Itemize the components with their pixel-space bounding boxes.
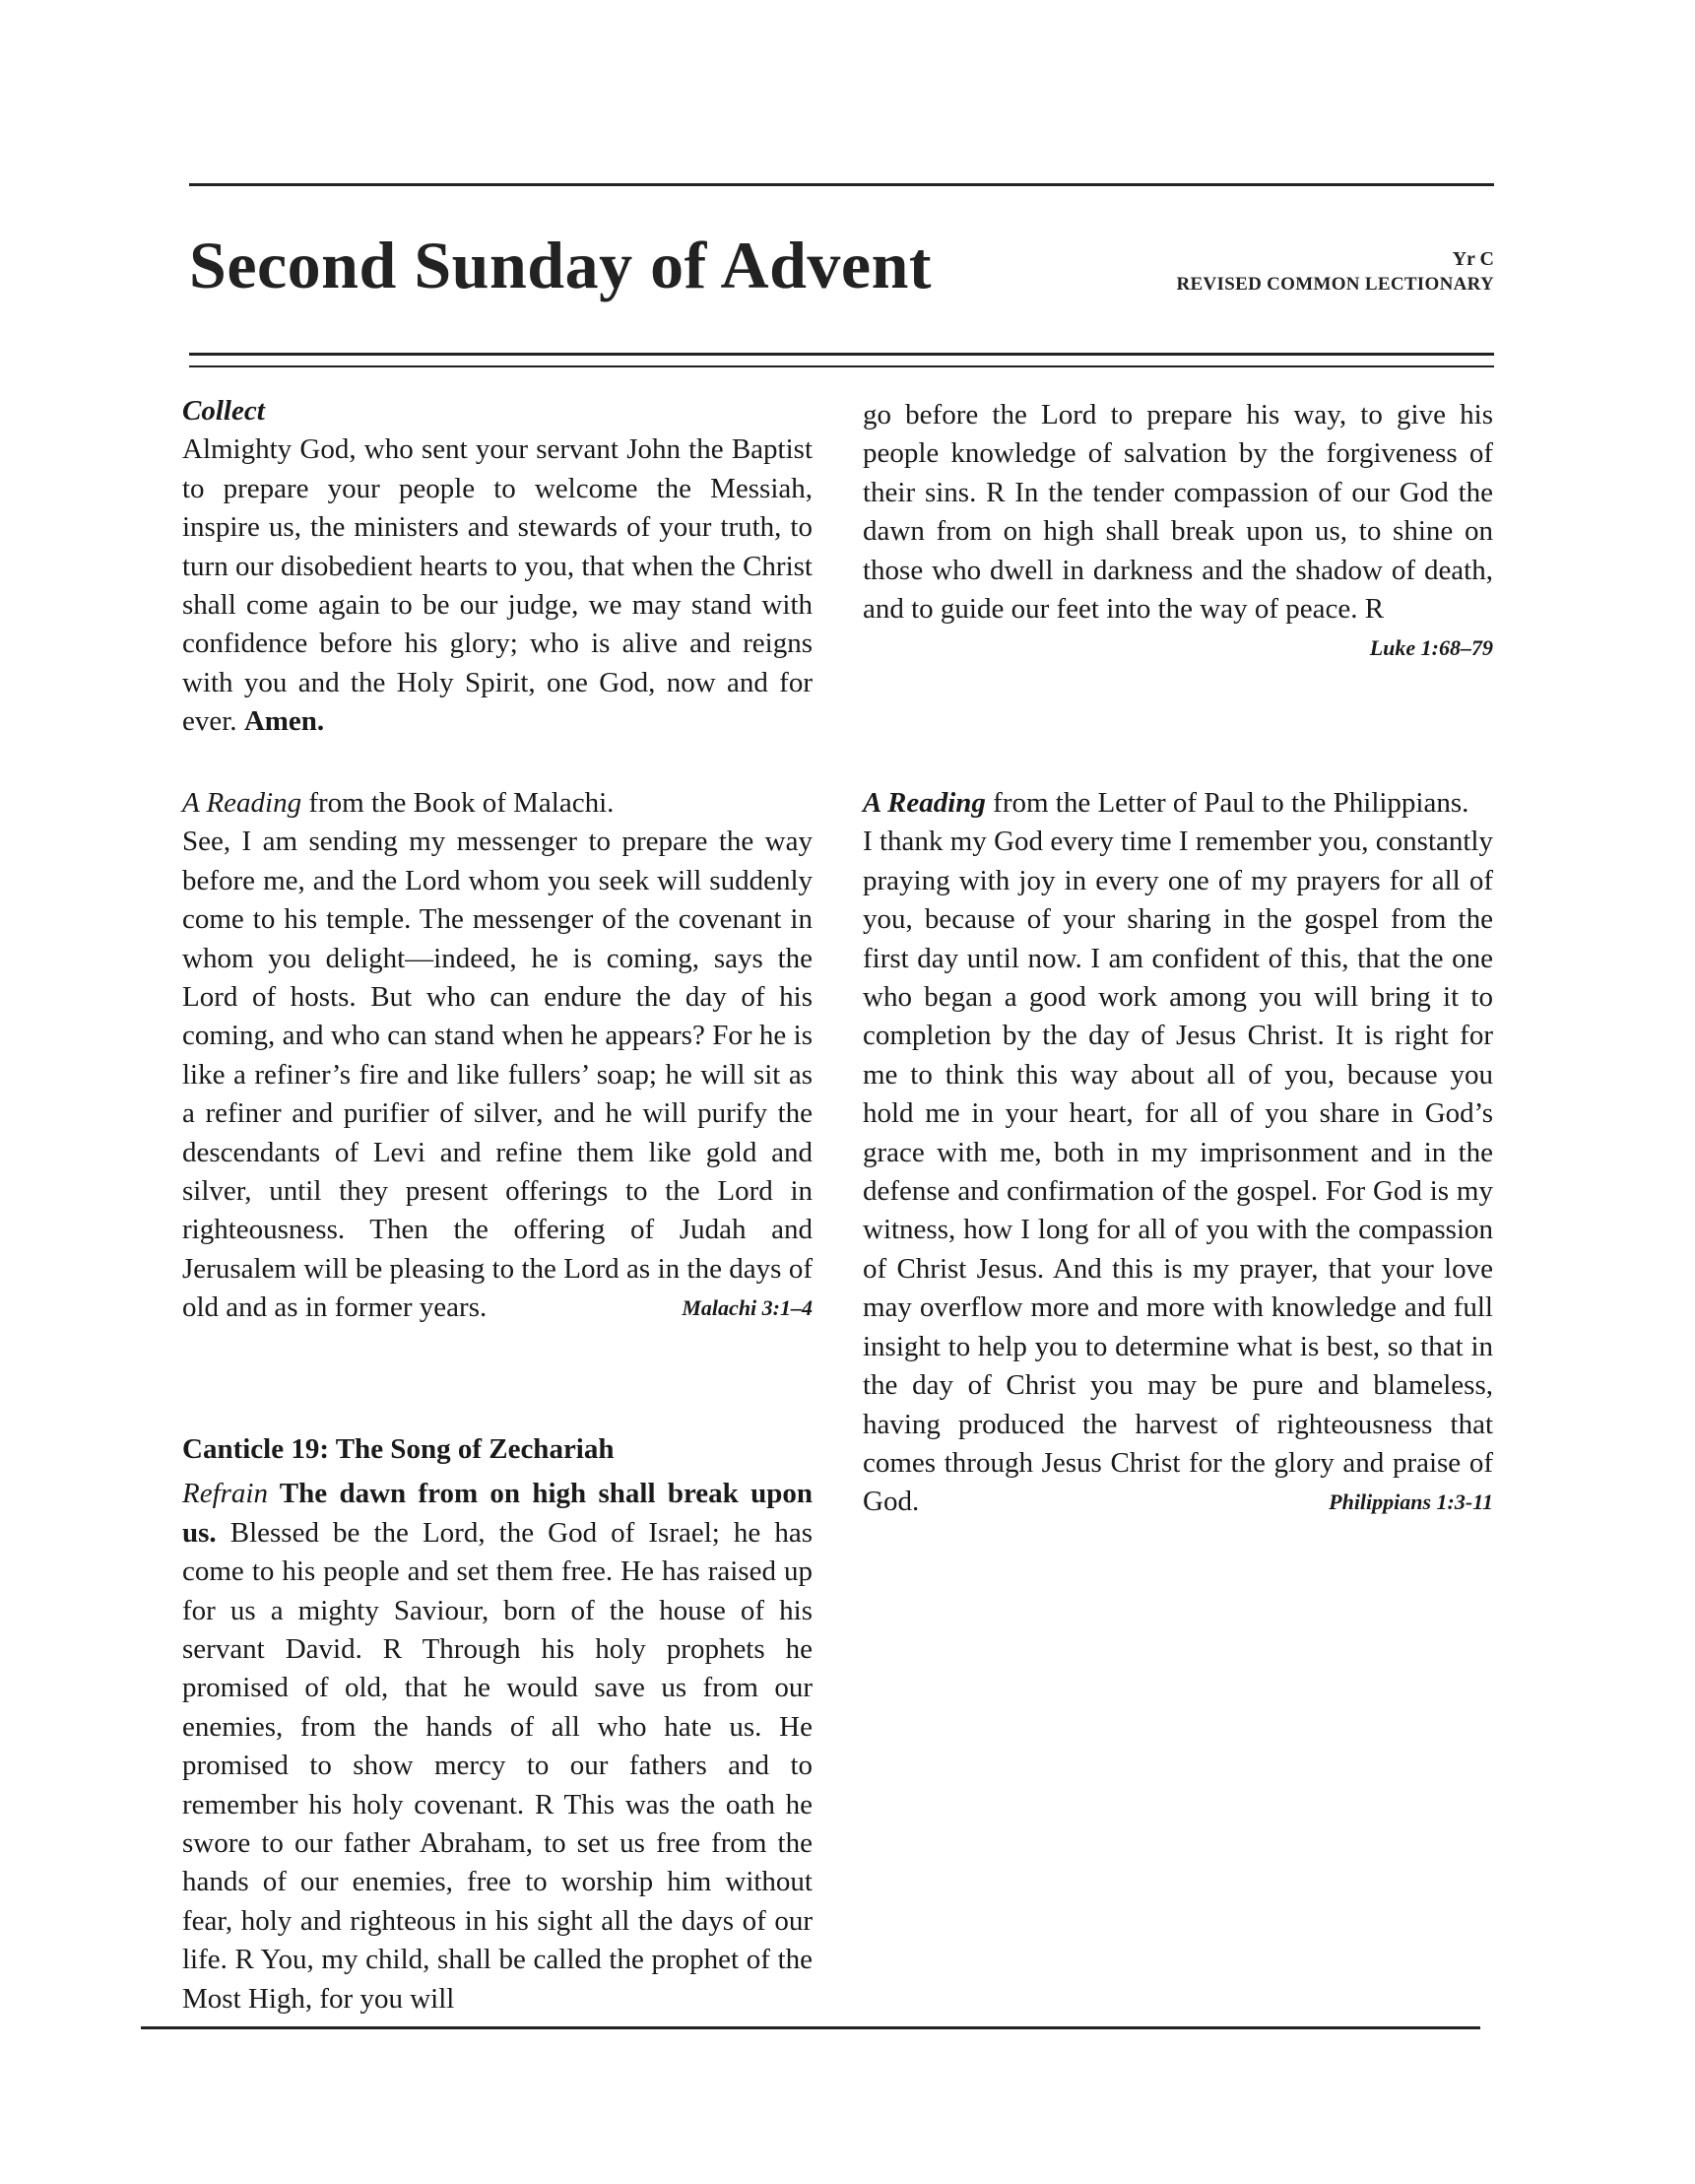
canticle-refrain-label: Refrain xyxy=(182,1478,268,1510)
reading-malachi-heading xyxy=(182,784,813,823)
reading-philippians-source: from the Letter of Paul to the Philippians. xyxy=(985,787,1469,819)
canticle-body-right: go before the Lord to prepare his way, to give his people knowledge of salvation by the forgiveness of their sins. R In the tender compassion of our God the dawn from on high shall break upon us, to shine on those who dwell in darkness and the shadow of death, and to guide our feet into the way of peace. R xyxy=(863,399,1493,626)
reading-malachi-text xyxy=(182,823,813,1327)
reading-malachi-label: A Reading xyxy=(182,787,302,819)
reading-malachi-citation: Malachi 3:1–4 xyxy=(682,1295,813,1321)
reading-philippians-citation: Philippians 1:3-11 xyxy=(1329,1489,1493,1515)
year-label: Yr C xyxy=(1452,248,1494,270)
collect-body: Almighty God, who sent your servant John the Baptist to prepare your people to welcome the Messiah, inspire us, the ministers and stewards of your truth, to turn our disobedient hearts to you, that when the Christ shall come again to be our judge, we may stand with confidence before his glory; who is alive and reigns with you and the Holy Spirit, one God, now and for ever. xyxy=(182,433,813,738)
collect-text xyxy=(182,430,813,741)
canticle-text-right xyxy=(863,396,1493,661)
canticle-section xyxy=(182,1430,813,2019)
lectionary-label: REVISED COMMON LECTIONARY xyxy=(1176,274,1494,295)
reading-philippians xyxy=(863,784,1493,1522)
collect-label: Collect xyxy=(182,395,265,427)
page-title: Second Sunday of Advent xyxy=(189,228,933,302)
reading-philippians-heading xyxy=(863,784,1493,823)
page-header xyxy=(189,227,1494,315)
canticle-heading: Canticle 19: The Song of Zechariah xyxy=(182,1433,615,1465)
canticle-continuation xyxy=(863,396,1493,668)
reading-malachi xyxy=(182,784,813,1328)
header-double-rule xyxy=(189,353,1494,367)
bottom-rule xyxy=(141,2026,1480,2029)
collect-section xyxy=(182,392,813,742)
canticle-refrain-text: The dawn from on high shall break upon us. xyxy=(182,1478,813,1549)
reading-philippians-text xyxy=(863,823,1493,1521)
reading-malachi-body: See, I am sending my messenger to prepare the way before me, and the Lord whom you seek will suddenly come to his temple. The messenger of the covenant in whom you delight—indeed, he is coming, says the Lord of hosts. But who can endure the day of his coming, and who can stand when he appears? For he is like a refiner’s fire and like fullers’ soap; he will sit as a refiner and purifier of silver, and he will purify the descendants of Levi and refine them like gold and silver, until they present offerings to the Lord in righteousness. Then the offering of Judah and Jerusalem will be pleasing to the Lord as in the days of old and as in former years. xyxy=(182,826,813,1324)
canticle-text-left xyxy=(182,1475,813,2019)
reading-philippians-label: A Reading xyxy=(863,787,986,819)
top-rule xyxy=(189,183,1494,186)
canticle-body-left: Blessed be the Lord, the God of Israel; he has come to his people and set them free. He has raised up for us a mighty Saviour, born of the house of his servant David. R Through his holy prophets he promised of old, that he would save us from our enemies, from the hands of all who hate us. He promised to show mercy to our fathers and to remember his holy covenant. R This was the oath he swore to our father Abraham, to set us free from the hands of our enemies, free to worship him without fear, holy and righteous in his sight all the days of our life. R You, my child, shall be called the prophet of the Most High, for you will xyxy=(182,1516,813,2015)
lectionary-info xyxy=(1177,246,1494,298)
reading-philippians-body: I thank my God every time I remember you, constantly praying with joy in every one of my prayers for all of you, because of your sharing in the gospel from the first day until now. I am confident of this, that the one who began a good work among you will bring it to completion by the day of Jesus Christ. It is right for me to think this way about all of you, because you hold me in your heart, for all of you share in God’s grace with me, both in my imprisonment and in the defense and confirmation of the gospel. For God is my witness, how I long for all of you with the compassion of Christ Jesus. And this is my prayer, that your love may overflow more and more with knowledge and full insight to help you to determine what is best, so that in the day of Christ you may be pure and blameless, having produced the harvest of righteousness that comes through Jesus Christ for the glory and praise of God. xyxy=(863,826,1493,1518)
reading-malachi-source: from the Book of Malachi. xyxy=(301,787,615,819)
collect-amen: Amen. xyxy=(243,705,325,738)
canticle-citation: Luke 1:68–79 xyxy=(1369,635,1493,661)
